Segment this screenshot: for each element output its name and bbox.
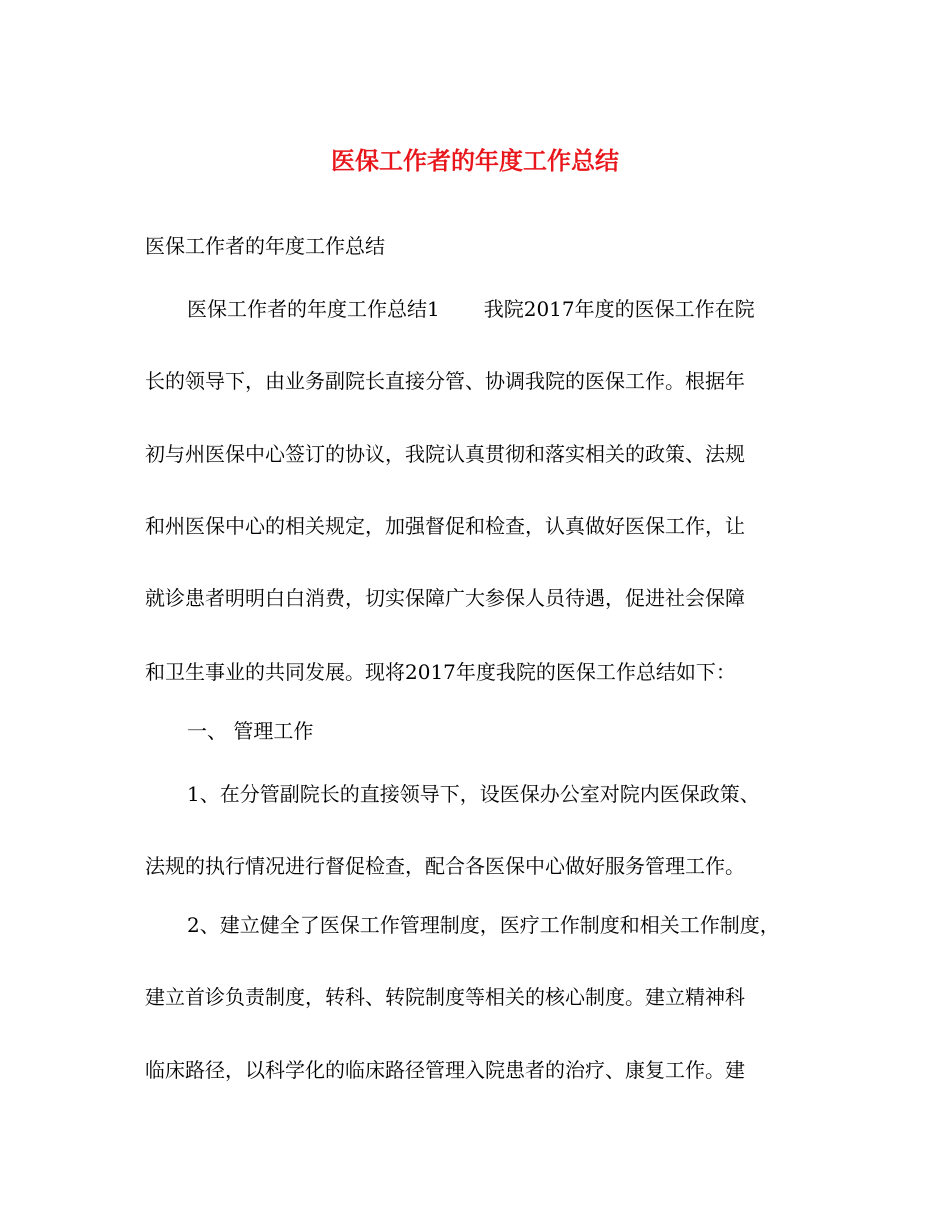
text-line-2 — [187, 296, 755, 322]
text-line-8: 一、 管理工作 — [187, 719, 314, 743]
text-line-1: 医保工作者的年度工作总结 — [145, 234, 385, 258]
text-line-11: 2、建立健全了医保工作管理制度，医疗工作制度和相关工作制度， — [187, 913, 780, 937]
text-line-6: 就诊患者明明白白消费，切实保障广大参保人员待遇，促进社会保障 — [145, 586, 745, 610]
text-line-9: 1、在分管副院长的直接领导下，设医保办公室对院内医保政策、 — [187, 782, 760, 806]
document-title: 医保工作者的年度工作总结 — [331, 146, 619, 175]
text-line-12: 建立首诊负责制度，转科、转院制度等相关的核心制度。建立精神科 — [145, 985, 745, 1009]
section-heading-1: 医保工作者的年度工作总结1 — [187, 297, 440, 321]
text-line-5: 和州医保中心的相关规定，加强督促和检查，认真做好医保工作，让 — [145, 514, 745, 538]
text-line-10: 法规的执行情况进行督促检查，配合各医保中心做好服务管理工作。 — [145, 854, 745, 878]
text-line-3: 长的领导下，由业务副院长直接分管、协调我院的医保工作。根据年 — [145, 369, 745, 393]
paragraph-start: 我院2017年度的医保工作在院 — [483, 297, 755, 321]
text-line-4: 初与州医保中心签订的协议，我院认真贯彻和落实相关的政策、法规 — [145, 442, 745, 466]
text-line-13: 临床路径，以科学化的临床路径管理入院患者的治疗、康复工作。建 — [145, 1058, 745, 1082]
text-line-7: 和卫生事业的共同发展。现将2017年度我院的医保工作总结如下： — [145, 660, 736, 684]
